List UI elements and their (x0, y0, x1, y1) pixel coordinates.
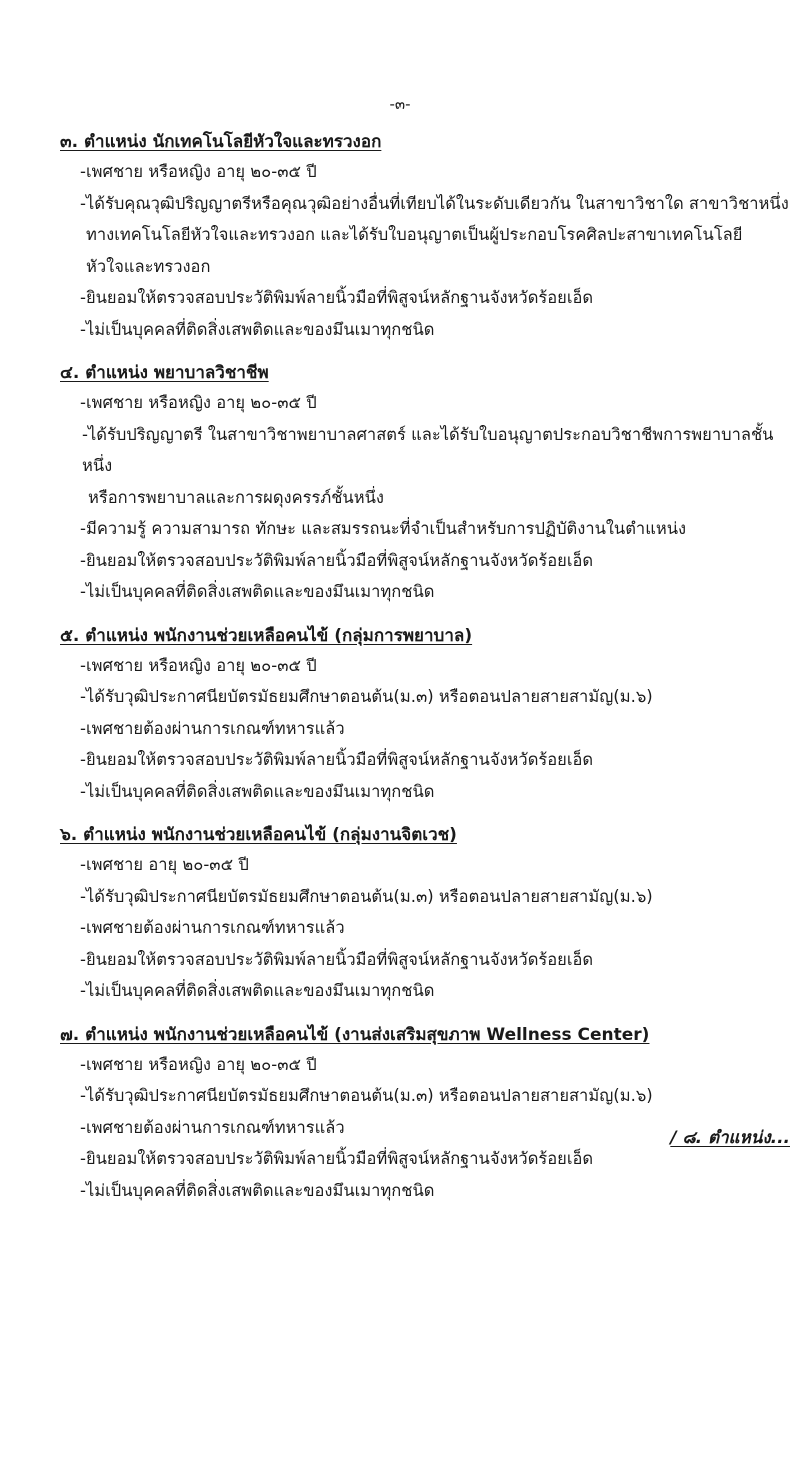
position-section-3 (60, 128, 795, 345)
requirement-item: -ไม่เป็นบุคคลที่ติดสิ่งเสพติดและของมึนเมาทุกชนิด (80, 319, 435, 339)
requirement-line: หัวใจและทรวงอก (86, 256, 211, 276)
requirement-item: -เพศชาย หรือหญิง อายุ ๒๐-๓๕ ปี (80, 162, 317, 181)
requirement-item (60, 419, 795, 514)
position-section-6 (60, 821, 795, 1007)
requirement-item: -เพศชาย อายุ ๒๐-๓๕ ปี (80, 855, 249, 874)
requirement-item: -ไม่เป็นบุคคลที่ติดสิ่งเสพติดและของมึนเมาทุกชนิด (80, 1180, 435, 1200)
requirement-line: ทางเทคโนโลยีหัวใจและทรวงอก และได้รับใบอนุญาตเป็นผู้ประกอบโรคศิลปะสาขาเทคโนโลยี (86, 225, 743, 244)
requirement-list (60, 156, 795, 345)
section-heading: ๔. ตำแหน่ง พยาบาลวิชาชีพ (60, 363, 269, 383)
section-heading: ๗. ตำแหน่ง พนักงานช่วยเหลือคนไข้ (งานส่งเสริมสุขภาพ Wellness Center) (60, 1024, 650, 1045)
requirement-list (60, 849, 795, 1007)
section-heading: ๕. ตำแหน่ง พนักงานช่วยเหลือคนไข้ (กลุ่มการพยาบาล) (60, 625, 473, 646)
requirement-item: -เพศชายต้องผ่านการเกณฑ์ทหารแล้ว (80, 1117, 345, 1137)
continuation-note: / ๘. ตำแหน่ง... (670, 1128, 790, 1148)
position-section-4 (60, 359, 795, 608)
position-section-7 (60, 1021, 795, 1207)
position-section-5 (60, 622, 795, 808)
requirement-line: -ได้รับคุณวุฒิปริญญาตรีหรือคุณวุฒิอย่างอื่นที่เทียบได้ในระดับเดียวกัน ในสาขาวิชาใด สาขาวิชาหนึ่ง (80, 193, 789, 213)
requirement-item: -เพศชาย หรือหญิง อายุ ๒๐-๓๕ ปี (80, 393, 317, 412)
requirement-line: -ได้รับปริญญาตรี ในสาขาวิชาพยาบาลศาสตร์ และได้รับใบอนุญาตประกอบวิชาชีพการพยาบาลชั้นหนึ่ง (82, 424, 774, 475)
document-body (60, 128, 795, 1220)
requirement-line: หรือการพยาบาลและการผดุงครรภ์ชั้นหนึ่ง (88, 487, 384, 507)
requirement-item: -เพศชาย หรือหญิง อายุ ๒๐-๓๕ ปี (80, 1054, 317, 1074)
page-number: -๓- (389, 95, 411, 113)
requirement-item: -ยินยอมให้ตรวจสอบประวัติพิมพ์ลายนิ้วมือที่พิสูจน์หลักฐานจังหวัดร้อยเอ็ด (80, 288, 594, 307)
requirement-item: -เพศชายต้องผ่านการเกณฑ์ทหารแล้ว (80, 718, 345, 738)
requirement-item: -ได้รับวุฒิประกาศนียบัตรมัธยมศึกษาตอนต้น(ม.๓) หรือตอนปลายสายสามัญ(ม.๖) (80, 687, 653, 706)
requirement-item: -ยินยอมให้ตรวจสอบประวัติพิมพ์ลายนิ้วมือที่พิสูจน์หลักฐานจังหวัดร้อยเอ็ด (80, 1149, 594, 1168)
section-heading: ๓. ตำแหน่ง นักเทคโนโลยีหัวใจและทรวงอก (60, 132, 382, 152)
requirement-item (60, 188, 795, 283)
requirement-list (60, 387, 795, 608)
requirement-item: -ไม่เป็นบุคคลที่ติดสิ่งเสพติดและของมึนเมาทุกชนิด (80, 981, 435, 1000)
requirement-list (60, 650, 795, 808)
section-heading: ๖. ตำแหน่ง พนักงานช่วยเหลือคนไข้ (กลุ่มงานจิตเวช) (60, 825, 457, 845)
requirement-item: -ได้รับวุฒิประกาศนียบัตรมัธยมศึกษาตอนต้น(ม.๓) หรือตอนปลายสายสามัญ(ม.๖) (80, 1086, 653, 1105)
requirement-item: -เพศชายต้องผ่านการเกณฑ์ทหารแล้ว (80, 918, 345, 937)
requirement-item: -ยินยอมให้ตรวจสอบประวัติพิมพ์ลายนิ้วมือที่พิสูจน์หลักฐานจังหวัดร้อยเอ็ด (80, 550, 594, 570)
requirement-item: -ไม่เป็นบุคคลที่ติดสิ่งเสพติดและของมึนเมาทุกชนิด (80, 582, 435, 601)
requirement-item: -ไม่เป็นบุคคลที่ติดสิ่งเสพติดและของมึนเมาทุกชนิด (80, 781, 435, 801)
requirement-item: -ยินยอมให้ตรวจสอบประวัติพิมพ์ลายนิ้วมือที่พิสูจน์หลักฐานจังหวัดร้อยเอ็ด (80, 949, 594, 969)
requirement-item: -เพศชาย หรือหญิง อายุ ๒๐-๓๕ ปี (80, 655, 317, 675)
requirement-item: -มีความรู้ ความสามารถ ทักษะ และสมรรถนะที่จำเป็นสำหรับการปฏิบัติงานในตำแหน่ง (80, 519, 687, 538)
requirement-item: -ยินยอมให้ตรวจสอบประวัติพิมพ์ลายนิ้วมือที่พิสูจน์หลักฐานจังหวัดร้อยเอ็ด (80, 750, 594, 769)
requirement-item: -ได้รับวุฒิประกาศนียบัตรมัธยมศึกษาตอนต้น(ม.๓) หรือตอนปลายสายสามัญ(ม.๖) (80, 886, 653, 906)
